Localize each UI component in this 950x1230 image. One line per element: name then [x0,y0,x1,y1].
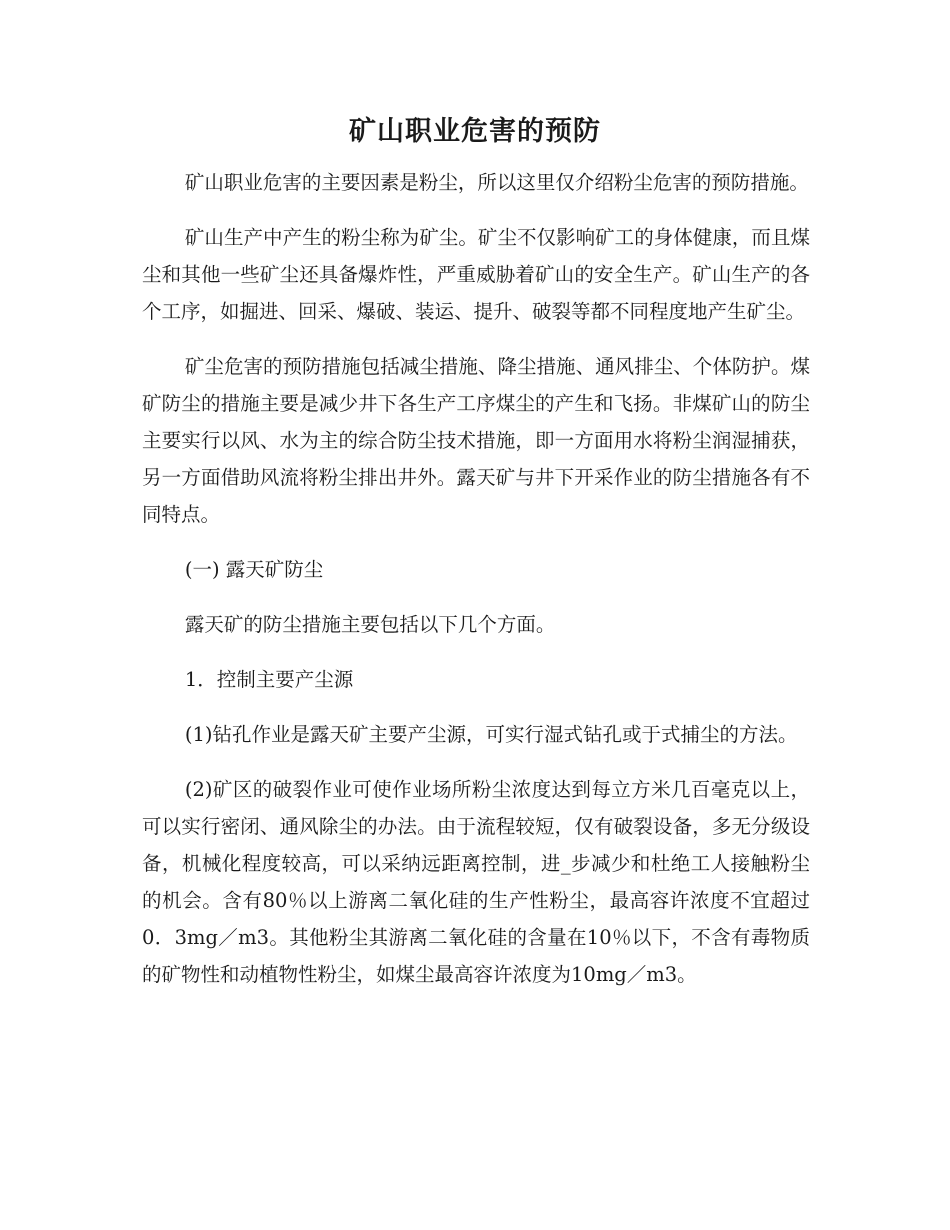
paragraph-drilling: (1)钻孔作业是露天矿主要产尘源，可实行湿式钻孔或于式捕尘的方法。 [184,723,798,746]
document-title: 矿山职业危害的预防 [349,116,601,147]
paragraph-crushing: (2)矿区的破裂作业可使作业场所粉尘浓度达到每立方米几百毫克以上，可以实行密闭、通风除尘的办法。由于流程较短，仅有破裂设备，多无分级设备，机械化程度较高，可以采纳远距离控制，进_步减少和杜绝工人接触粉尘的机会。含有80％以上游离二氧化硅的生产性粉尘，最高容许浓度不宜超过0．3mg／m3。其他粉尘其游离二氧化硅的含量在10％以下，不含有毒物质的矿物性和动植物性粉尘，如煤尘最高容许浓度为10mg／m3。 [142,778,810,986]
paragraph-open-pit-intro: 露天矿的防尘措施主要包括以下几个方面。 [184,613,556,636]
paragraph-mine-dust: 矿山生产中产生的粉尘称为矿尘。矿尘不仅影响矿工的身体健康，而且煤尘和其他一些矿尘还具备爆炸性，严重威胁着矿山的安全生产。矿山生产的各个工序，如掘进、回采、爆破、装运、提升、破裂等都不同程度地产生矿尘。 [142,226,810,323]
section-heading-open-pit: (一) 露天矿防尘 [184,558,324,581]
document-body [142,164,810,1011]
paragraph-intro: 矿山职业危害的主要因素是粉尘，所以这里仅介绍粉尘危害的预防措施。 [184,171,809,194]
paragraph-prevention-measures: 矿尘危害的预防措施包括减尘措施、降尘措施、通风排尘、个体防护。煤矿防尘的措施主要是减少井下各生产工序煤尘的产生和飞扬。非煤矿山的防尘主要实行以风、水为主的综合防尘技术措施，即一方面用水将粉尘润湿捕获，另一方面借助风流将粉尘排出井外。露天矿与井下开采作业的防尘措施各有不同特点。 [142,355,810,526]
subheading-control-sources: 1．控制主要产尘源 [184,668,354,691]
